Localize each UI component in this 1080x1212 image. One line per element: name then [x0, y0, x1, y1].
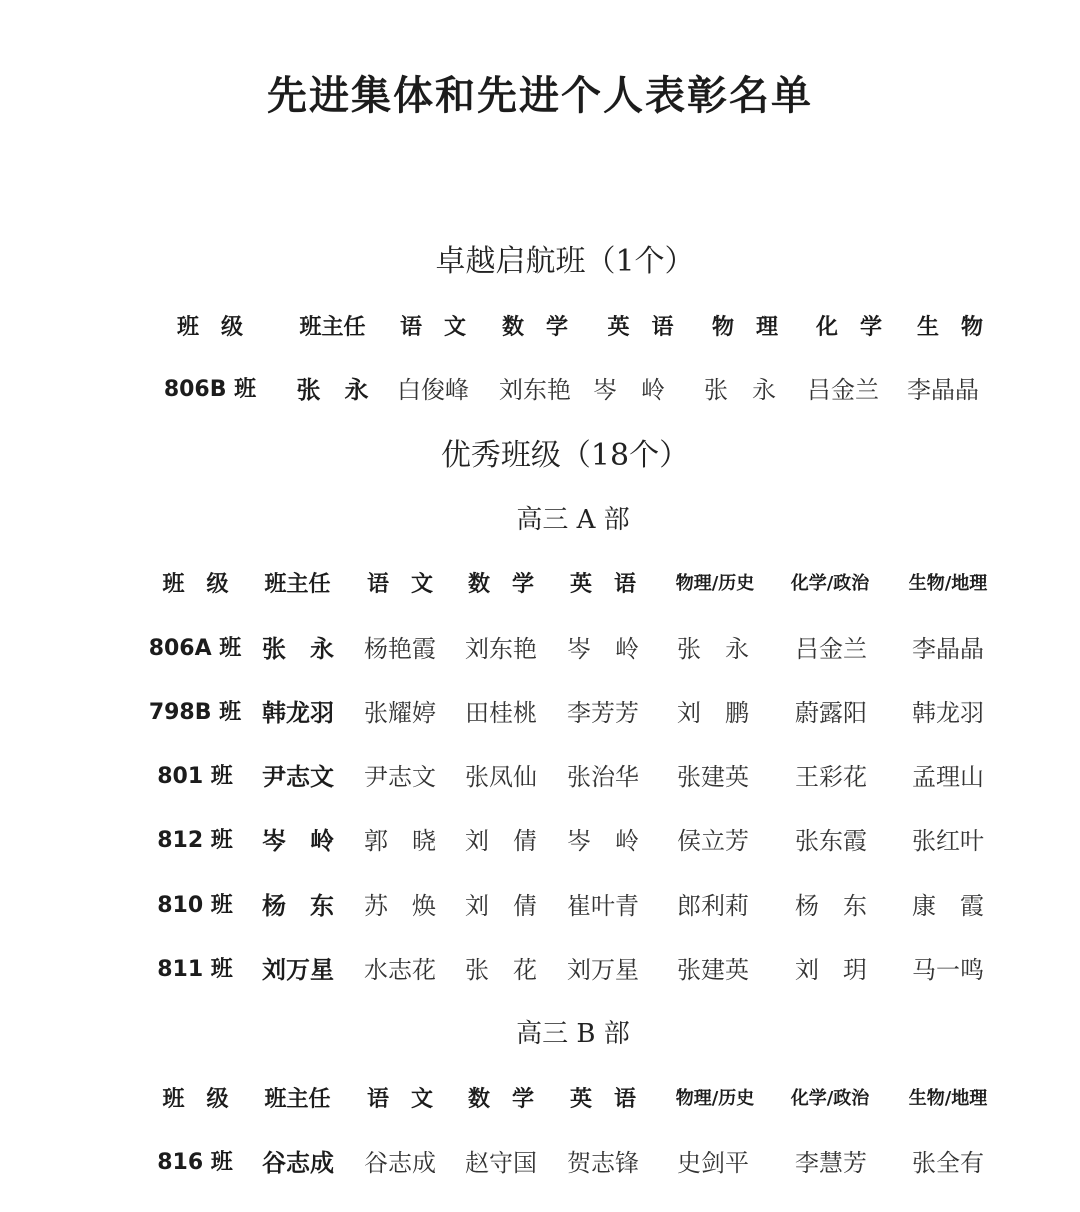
class-name: 801 班 [157, 764, 233, 789]
math-teacher: 田桂桃 [465, 699, 537, 727]
class-name: 806A 班 [148, 636, 242, 661]
biology-geography-teacher: 韩龙羽 [912, 699, 984, 727]
header-english: 英 语 [569, 1086, 636, 1112]
math-teacher: 刘 倩 [465, 827, 537, 855]
table-row [0, 757, 1080, 797]
header-chemistry-politics: 化学/政治 [790, 1088, 870, 1109]
english-teacher: 刘万星 [567, 956, 639, 984]
english-teacher: 张治华 [567, 763, 639, 791]
chemistry-politics-teacher: 吕金兰 [795, 635, 867, 663]
biology-geography-teacher: 李晶晶 [912, 635, 984, 663]
header-head-teacher: 班主任 [264, 1086, 331, 1112]
header-class: 班 级 [162, 1086, 229, 1112]
head-teacher: 谷志成 [262, 1148, 334, 1177]
header-math: 数 学 [467, 1086, 534, 1112]
header-chemistry-politics: 化学/政治 [790, 573, 870, 594]
physics-history-teacher: 郎利莉 [677, 892, 749, 920]
head-teacher: 尹志文 [262, 762, 334, 791]
class-name: 798B 班 [148, 700, 242, 725]
class-name: 811 班 [157, 957, 233, 982]
english-teacher: 贺志锋 [567, 1149, 639, 1177]
math-teacher: 张凤仙 [465, 763, 537, 791]
table-row [0, 693, 1080, 733]
physics-history-teacher: 刘 鹏 [677, 699, 749, 727]
chinese-teacher: 苏 焕 [364, 892, 436, 920]
math-teacher: 刘 倩 [465, 892, 537, 920]
table-row [0, 629, 1080, 669]
chinese-teacher: 水志花 [364, 956, 436, 984]
chemistry-politics-teacher: 张东霞 [795, 827, 867, 855]
head-teacher: 张 永 [262, 634, 334, 663]
math-teacher: 刘东艳 [499, 376, 571, 404]
class-name: 806B 班 [163, 377, 257, 402]
biology-geography-teacher: 康 霞 [912, 892, 984, 920]
head-teacher: 岑 岭 [262, 826, 334, 855]
table-row [0, 886, 1080, 926]
header-chinese: 语 文 [399, 314, 466, 340]
header-english: 英 语 [607, 314, 674, 340]
english-teacher: 崔叶青 [567, 892, 639, 920]
group-b-header-row [0, 1079, 1080, 1119]
group-a-title: 高三 A 部 [516, 505, 630, 535]
group-a-header-row [0, 564, 1080, 604]
biology-geography-teacher: 孟理山 [912, 763, 984, 791]
chinese-teacher: 尹志文 [364, 763, 436, 791]
physics-history-teacher: 侯立芳 [677, 827, 749, 855]
chemistry-politics-teacher: 蔚露阳 [795, 699, 867, 727]
table-row [0, 950, 1080, 990]
header-math: 数 学 [467, 571, 534, 597]
chemistry-politics-teacher: 李慧芳 [795, 1149, 867, 1177]
biology-geography-teacher: 马一鸣 [912, 956, 984, 984]
biology-teacher: 李晶晶 [907, 376, 979, 404]
header-class: 班 级 [162, 571, 229, 597]
table-row [0, 821, 1080, 861]
head-teacher: 张 永 [296, 375, 369, 404]
page-title: 先进集体和先进个人表彰名单 [267, 72, 813, 119]
header-physics-history: 物理/历史 [675, 573, 755, 594]
header-chinese: 语 文 [366, 1086, 433, 1112]
head-teacher: 刘万星 [262, 955, 334, 984]
chinese-teacher: 张耀婷 [364, 699, 436, 727]
header-physics: 物 理 [711, 314, 778, 340]
chinese-teacher: 杨艳霞 [364, 635, 436, 663]
math-teacher: 张 花 [465, 956, 537, 984]
chemistry-politics-teacher: 王彩花 [795, 763, 867, 791]
physics-history-teacher: 张建英 [677, 763, 749, 791]
excellence-header-row [0, 307, 1080, 347]
head-teacher: 杨 东 [262, 891, 334, 920]
header-chinese: 语 文 [366, 571, 433, 597]
header-class: 班 级 [176, 314, 243, 340]
chemistry-politics-teacher: 杨 东 [795, 892, 867, 920]
english-teacher: 岑 岭 [567, 635, 639, 663]
chinese-teacher: 谷志成 [364, 1149, 436, 1177]
english-teacher: 李芳芳 [567, 699, 639, 727]
physics-history-teacher: 张建英 [677, 956, 749, 984]
chinese-teacher: 郭 晓 [364, 827, 436, 855]
group-b-title: 高三 B 部 [516, 1019, 630, 1049]
class-name: 816 班 [157, 1150, 233, 1175]
biology-geography-teacher: 张红叶 [912, 827, 984, 855]
header-math: 数 学 [501, 314, 568, 340]
header-biology-geography: 生物/地理 [908, 573, 988, 594]
header-head-teacher: 班主任 [299, 314, 366, 340]
math-teacher: 刘东艳 [465, 635, 537, 663]
class-name: 810 班 [157, 893, 233, 918]
english-teacher: 岑 岭 [593, 376, 665, 404]
physics-history-teacher: 史剑平 [677, 1149, 749, 1177]
header-biology: 生 物 [916, 314, 983, 340]
chinese-teacher: 白俊峰 [397, 376, 469, 404]
outstanding-section-title: 优秀班级（18个） [440, 438, 690, 473]
table-row [0, 370, 1080, 410]
class-name: 812 班 [157, 828, 233, 853]
physics-teacher: 张 永 [704, 376, 776, 404]
excellence-section-title: 卓越启航班（1个） [435, 244, 695, 279]
table-row [0, 1143, 1080, 1183]
physics-history-teacher: 张 永 [677, 635, 749, 663]
header-physics-history: 物理/历史 [675, 1088, 755, 1109]
chemistry-teacher: 吕金兰 [807, 376, 879, 404]
head-teacher: 韩龙羽 [262, 698, 334, 727]
chemistry-politics-teacher: 刘 玥 [795, 956, 867, 984]
header-chemistry: 化 学 [815, 314, 882, 340]
header-head-teacher: 班主任 [264, 571, 331, 597]
english-teacher: 岑 岭 [567, 827, 639, 855]
header-biology-geography: 生物/地理 [908, 1088, 988, 1109]
header-english: 英 语 [569, 571, 636, 597]
biology-geography-teacher: 张全有 [912, 1149, 984, 1177]
math-teacher: 赵守国 [465, 1149, 537, 1177]
